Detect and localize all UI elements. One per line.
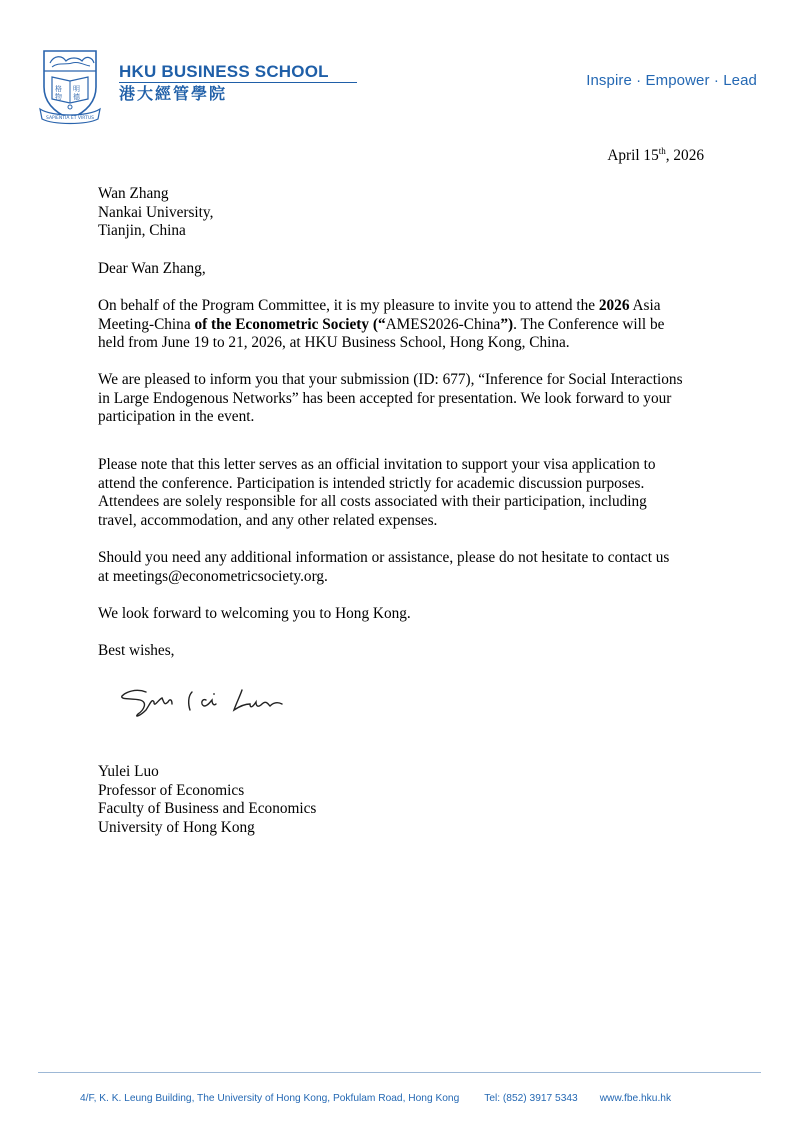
paragraph-line: held from June 19 to 21, 2026, at HKU Business School, Hong Kong, China. xyxy=(98,334,570,352)
svg-text:德: 德 xyxy=(73,93,80,101)
bold-text-run: 2026 xyxy=(598,297,630,314)
date-month-day: April 15 xyxy=(607,147,659,164)
tagline: Inspire · Empower · Lead xyxy=(586,72,757,89)
paragraph-welcome xyxy=(98,605,718,624)
paragraph-acceptance xyxy=(98,371,718,427)
letter-date xyxy=(607,147,704,165)
recipient-address xyxy=(98,185,718,241)
footer xyxy=(80,1093,671,1104)
salutation xyxy=(98,260,718,279)
paragraph-line: attend the conference. Participation is intended strictly for academic discussion purposes. xyxy=(98,474,645,492)
closing xyxy=(98,642,718,661)
signer-faculty: Faculty of Business and Economics xyxy=(98,800,317,818)
svg-text:物: 物 xyxy=(55,93,62,101)
paragraph-line: We are pleased to inform you that your submission (ID: 677), “Inference for Social Interactions xyxy=(98,371,683,388)
recipient-location: Tianjin, China xyxy=(98,222,186,240)
paragraph-line: Should you need any additional information or assistance, please do not hesitate to contact us xyxy=(98,549,670,566)
closing-text: Best wishes, xyxy=(98,642,175,659)
school-name-chinese: 港大經管學院 xyxy=(119,84,228,103)
text-run: Asia xyxy=(629,297,661,314)
date-suffix: th xyxy=(658,146,666,156)
signer-title: Professor of Economics xyxy=(98,781,245,799)
school-name-english: HKU BUSINESS SCHOOL xyxy=(119,62,357,83)
paragraph-line: travel, accommodation, and any other related expenses. xyxy=(98,511,438,529)
date-year: , 2026 xyxy=(665,147,704,164)
signer-name: Yulei Luo xyxy=(98,763,159,780)
bold-text-run: ”) xyxy=(500,315,514,333)
text-run: Meeting-China xyxy=(98,315,195,333)
crest-motto: SAPIENTIA ET VIRTUS xyxy=(46,116,94,121)
signer-university: University of Hong Kong xyxy=(98,818,255,836)
footer-website: www.fbe.hku.hk xyxy=(599,1093,672,1104)
text-run: AMES2026-China xyxy=(385,315,501,333)
svg-text:格: 格 xyxy=(55,85,62,93)
footer-address: 4/F, K. K. Leung Building, The University of Hong Kong, Pokfulam Road, Hong Kong xyxy=(80,1093,460,1104)
signer-block xyxy=(98,763,718,837)
paragraph-line: We look forward to welcoming you to Hong Kong. xyxy=(98,605,411,622)
contact-email-line: at meetings@econometricsociety.org. xyxy=(98,567,328,585)
recipient-institution: Nankai University, xyxy=(98,203,214,221)
paragraph-line: Please note that this letter serves as an official invitation to support your visa application to xyxy=(98,456,656,473)
handwritten-signature xyxy=(118,680,338,726)
paragraph-invitation xyxy=(98,297,718,353)
paragraph-contact xyxy=(98,549,718,586)
paragraph-line: in Large Endogenous Networks” has been accepted for presentation. We look forward to your xyxy=(98,389,672,407)
text-run: On behalf of the Program Committee, it is my pleasure to invite you to attend the xyxy=(98,297,599,314)
hku-business-school-logo xyxy=(38,47,357,125)
recipient-name: Wan Zhang xyxy=(98,185,169,202)
paragraph-line: Attendees are solely responsible for all costs associated with their participation, including xyxy=(98,493,647,511)
footer-divider xyxy=(38,1072,761,1073)
paragraph-line xyxy=(98,297,718,316)
hku-crest-icon xyxy=(38,47,102,125)
bold-text-run: of the Econometric Society (“ xyxy=(194,315,386,333)
svg-text:明: 明 xyxy=(73,85,80,93)
paragraph-line xyxy=(98,316,718,335)
text-run: . The Conference will be xyxy=(513,315,665,333)
paragraph-visa-note xyxy=(98,456,718,530)
footer-telephone: Tel: (852) 3917 5343 xyxy=(484,1093,578,1104)
paragraph-line: participation in the event. xyxy=(98,408,255,426)
salutation-text: Dear Wan Zhang, xyxy=(98,260,206,277)
